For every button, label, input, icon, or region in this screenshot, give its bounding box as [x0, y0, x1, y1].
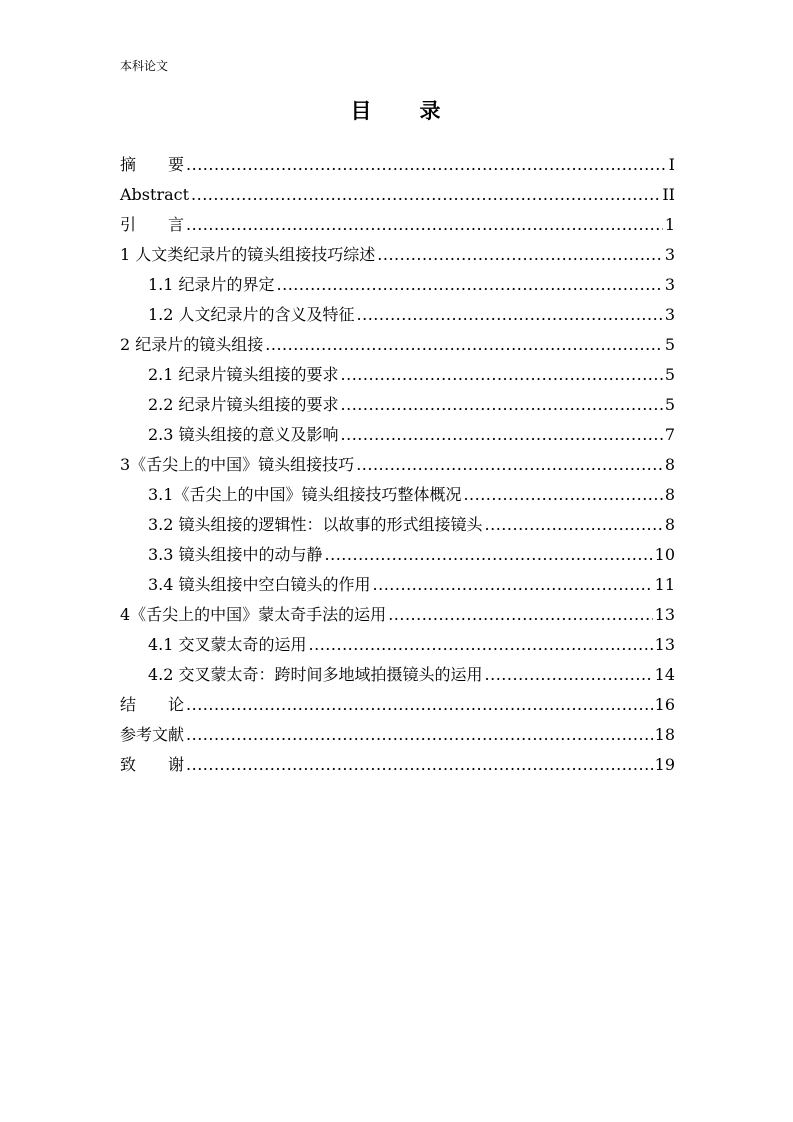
toc-leader-dots — [186, 720, 653, 750]
page-header-label: 本科论文 — [120, 59, 169, 73]
toc-entry[interactable] — [120, 240, 675, 270]
toc-entry-page: 3 — [664, 245, 675, 264]
toc-entry[interactable] — [120, 330, 675, 360]
toc-entry-page: 8 — [664, 455, 675, 474]
toc-entry-page: 7 — [664, 425, 675, 444]
toc-leader-dots — [388, 600, 652, 630]
toc-entry[interactable] — [120, 660, 675, 690]
toc-leader-dots — [309, 630, 653, 660]
table-of-contents — [120, 150, 675, 780]
toc-entry[interactable] — [120, 600, 675, 630]
toc-leader-dots — [265, 330, 663, 360]
toc-entry-page: 3 — [664, 275, 675, 294]
toc-entry-page: 8 — [664, 485, 675, 504]
toc-entry-page: II — [662, 185, 675, 204]
toc-entry-title: 4.1 交叉蒙太奇的运用 — [148, 635, 307, 654]
toc-entry[interactable] — [120, 450, 675, 480]
toc-entry-title: 4.2 交叉蒙太奇：跨时间多地域拍摄镜头的运用 — [148, 665, 483, 684]
toc-entry-title: 1.2 人文纪录片的含义及特征 — [148, 305, 355, 324]
toc-entry-title: 摘 要 — [120, 155, 185, 174]
toc-entry[interactable] — [120, 480, 675, 510]
toc-leader-dots — [341, 390, 663, 420]
toc-entry-page: 11 — [654, 575, 675, 594]
toc-entry-title: 参考文献 — [120, 725, 185, 744]
page-title: 目 录 — [350, 98, 443, 123]
toc-entry[interactable] — [120, 570, 675, 600]
toc-entry-title: 致 谢 — [120, 755, 185, 774]
toc-leader-dots — [373, 570, 653, 600]
toc-leader-dots — [357, 300, 663, 330]
toc-leader-dots — [341, 420, 663, 450]
toc-entry-page: I — [668, 155, 675, 174]
toc-leader-dots — [191, 180, 660, 210]
toc-entry[interactable] — [120, 180, 675, 210]
toc-leader-dots — [377, 240, 663, 270]
toc-leader-dots — [325, 540, 653, 570]
toc-entry-title: 引 言 — [120, 215, 185, 234]
toc-entry-title: 结 论 — [120, 695, 185, 714]
toc-entry-title: 1 人文类纪录片的镜头组接技巧综述 — [120, 245, 376, 264]
toc-leader-dots — [485, 660, 653, 690]
toc-entry-page: 19 — [654, 755, 675, 774]
toc-entry-title: 3.4 镜头组接中空白镜头的作用 — [148, 575, 371, 594]
toc-entry[interactable] — [120, 270, 675, 300]
toc-entry[interactable] — [120, 510, 675, 540]
toc-entry-page: 14 — [654, 665, 675, 684]
toc-entry-page: 16 — [654, 695, 675, 714]
toc-entry-page: 8 — [664, 515, 675, 534]
toc-entry[interactable] — [120, 210, 675, 240]
toc-entry-page: 10 — [654, 545, 675, 564]
toc-entry-page: 5 — [664, 395, 675, 414]
toc-entry[interactable] — [120, 300, 675, 330]
toc-entry[interactable] — [120, 690, 675, 720]
toc-entry[interactable] — [120, 720, 675, 750]
toc-leader-dots — [463, 480, 662, 510]
toc-entry-title: 3.2 镜头组接的逻辑性：以故事的形式组接镜头 — [148, 515, 483, 534]
toc-entry-title: 2 纪录片的镜头组接 — [120, 335, 264, 354]
toc-entry[interactable] — [120, 750, 675, 780]
toc-entry[interactable] — [120, 420, 675, 450]
toc-entry-title: 2.3 镜头组接的意义及影响 — [148, 425, 339, 444]
toc-entry-page: 5 — [664, 335, 675, 354]
toc-leader-dots — [186, 210, 663, 240]
toc-leader-dots — [277, 270, 663, 300]
toc-entry-page: 13 — [654, 635, 675, 654]
toc-entry-title: 1.1 纪录片的界定 — [148, 275, 275, 294]
toc-entry-page: 5 — [664, 365, 675, 384]
toc-entry[interactable] — [120, 360, 675, 390]
toc-entry-title: Abstract — [120, 185, 190, 204]
toc-entry-page: 18 — [654, 725, 675, 744]
toc-leader-dots — [186, 690, 653, 720]
toc-leader-dots — [186, 150, 667, 180]
toc-entry-title: 3.1《舌尖上的中国》镜头组接技巧整体概况 — [148, 485, 462, 504]
toc-entry-title: 4《舌尖上的中国》蒙太奇手法的运用 — [120, 605, 387, 624]
toc-entry-page: 13 — [654, 605, 675, 624]
toc-leader-dots — [186, 750, 653, 780]
toc-entry-title: 2.2 纪录片镜头组接的要求 — [148, 395, 339, 414]
toc-entry[interactable] — [120, 390, 675, 420]
toc-entry-title: 3.3 镜头组接中的动与静 — [148, 545, 323, 564]
toc-entry-title: 3《舌尖上的中国》镜头组接技巧 — [120, 455, 355, 474]
toc-entry[interactable] — [120, 540, 675, 570]
toc-leader-dots — [485, 510, 663, 540]
toc-entry-page: 1 — [664, 215, 675, 234]
toc-entry[interactable] — [120, 150, 675, 180]
toc-entry-page: 3 — [664, 305, 675, 324]
toc-entry[interactable] — [120, 630, 675, 660]
toc-entry-title: 2.1 纪录片镜头组接的要求 — [148, 365, 339, 384]
toc-leader-dots — [341, 360, 663, 390]
toc-leader-dots — [356, 450, 663, 480]
